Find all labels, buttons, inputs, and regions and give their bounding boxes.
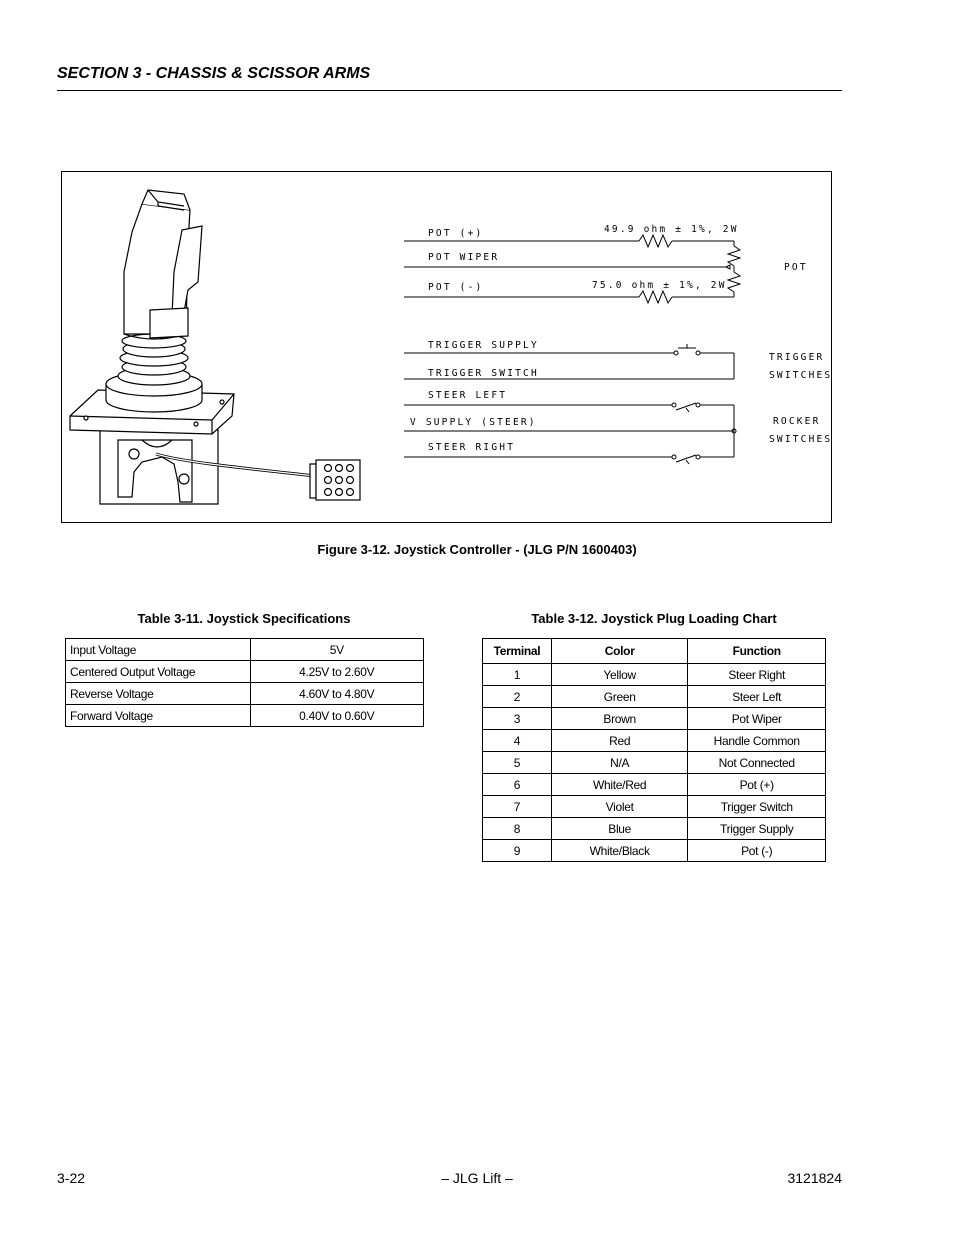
- label-pot: POT: [784, 262, 808, 273]
- table-row: [483, 686, 826, 708]
- label-steer-left: STEER LEFT: [428, 390, 508, 401]
- spec-label: Input Voltage: [66, 639, 251, 661]
- terminal-cell: 3: [483, 708, 552, 730]
- label-trigger-switches-2: SWITCHES: [769, 370, 833, 381]
- page-number: 3-22: [57, 1170, 86, 1186]
- color-cell: Yellow: [551, 664, 688, 686]
- table-row: [66, 705, 424, 727]
- label-trigger-switches-1: TRIGGER: [769, 352, 825, 363]
- terminal-cell: 4: [483, 730, 552, 752]
- header-terminal: Terminal: [483, 639, 552, 664]
- table-row: [483, 730, 826, 752]
- table-row: [66, 639, 424, 661]
- spec-value: 4.25V to 2.60V: [250, 661, 423, 683]
- table-row: [66, 683, 424, 705]
- header-function: Function: [688, 639, 826, 664]
- spec-table-title: Table 3-11. Joystick Specifications: [137, 611, 351, 626]
- function-cell: Trigger Supply: [688, 818, 826, 840]
- color-cell: White/Red: [551, 774, 688, 796]
- terminal-cell: 8: [483, 818, 552, 840]
- joystick-schematic: [62, 172, 833, 524]
- table-row: [483, 752, 826, 774]
- spec-table: [65, 638, 424, 727]
- table-row: [483, 708, 826, 730]
- color-cell: White/Black: [551, 840, 688, 862]
- header-divider: [57, 90, 842, 91]
- joystick-figure: [61, 171, 832, 523]
- table-row: [483, 774, 826, 796]
- terminal-cell: 6: [483, 774, 552, 796]
- table-header-row: [483, 639, 826, 664]
- spec-label: Forward Voltage: [66, 705, 251, 727]
- label-rocker-switches-2: SWITCHES: [769, 434, 833, 445]
- label-resistor-bottom: 75.0 ohm ± 1%, 2W: [592, 280, 727, 291]
- terminal-cell: 9: [483, 840, 552, 862]
- figure-caption: Figure 3-12. Joystick Controller - (JLG P/N 1600403): [317, 542, 637, 557]
- table-row: [66, 661, 424, 683]
- publisher-footer: – JLG Lift –: [441, 1170, 513, 1186]
- function-cell: Pot Wiper: [688, 708, 826, 730]
- spec-value: 0.40V to 0.60V: [250, 705, 423, 727]
- joystick-illustration: [70, 190, 360, 504]
- function-cell: Not Connected: [688, 752, 826, 774]
- table-row: [483, 796, 826, 818]
- label-rocker-switches-1: ROCKER: [773, 416, 821, 427]
- color-cell: Violet: [551, 796, 688, 818]
- section-title: SECTION 3 - CHASSIS & SCISSOR ARMS: [57, 65, 371, 82]
- color-cell: Blue: [551, 818, 688, 840]
- function-cell: Steer Left: [688, 686, 826, 708]
- label-steer-right: STEER RIGHT: [428, 442, 516, 453]
- function-cell: Handle Common: [688, 730, 826, 752]
- terminal-cell: 2: [483, 686, 552, 708]
- terminal-cell: 7: [483, 796, 552, 818]
- label-pot-minus: POT (-): [428, 282, 484, 293]
- color-cell: Red: [551, 730, 688, 752]
- label-pot-plus: POT (+): [428, 228, 484, 239]
- function-cell: Pot (+): [688, 774, 826, 796]
- terminal-cell: 1: [483, 664, 552, 686]
- plug-table: [482, 638, 826, 862]
- function-cell: Pot (-): [688, 840, 826, 862]
- label-trigger-switch: TRIGGER SWITCH: [428, 368, 539, 379]
- spec-value: 5V: [250, 639, 423, 661]
- header-color: Color: [551, 639, 688, 664]
- doc-number: 3121824: [787, 1170, 842, 1186]
- color-cell: Brown: [551, 708, 688, 730]
- spec-label: Centered Output Voltage: [66, 661, 251, 683]
- spec-label: Reverse Voltage: [66, 683, 251, 705]
- terminal-cell: 5: [483, 752, 552, 774]
- schematic-labels: [410, 224, 832, 453]
- function-cell: Trigger Switch: [688, 796, 826, 818]
- table-row: [483, 664, 826, 686]
- function-cell: Steer Right: [688, 664, 826, 686]
- label-pot-wiper: POT WIPER: [428, 252, 500, 263]
- table-row: [483, 840, 826, 862]
- table-row: [483, 818, 826, 840]
- plug-table-title: Table 3-12. Joystick Plug Loading Chart: [531, 611, 777, 626]
- color-cell: Green: [551, 686, 688, 708]
- color-cell: N/A: [551, 752, 688, 774]
- spec-value: 4.60V to 4.80V: [250, 683, 423, 705]
- label-trigger-supply: TRIGGER SUPPLY: [428, 340, 539, 351]
- label-v-supply: V SUPPLY (STEER): [410, 417, 537, 428]
- label-resistor-top: 49.9 ohm ± 1%, 2W: [604, 224, 739, 235]
